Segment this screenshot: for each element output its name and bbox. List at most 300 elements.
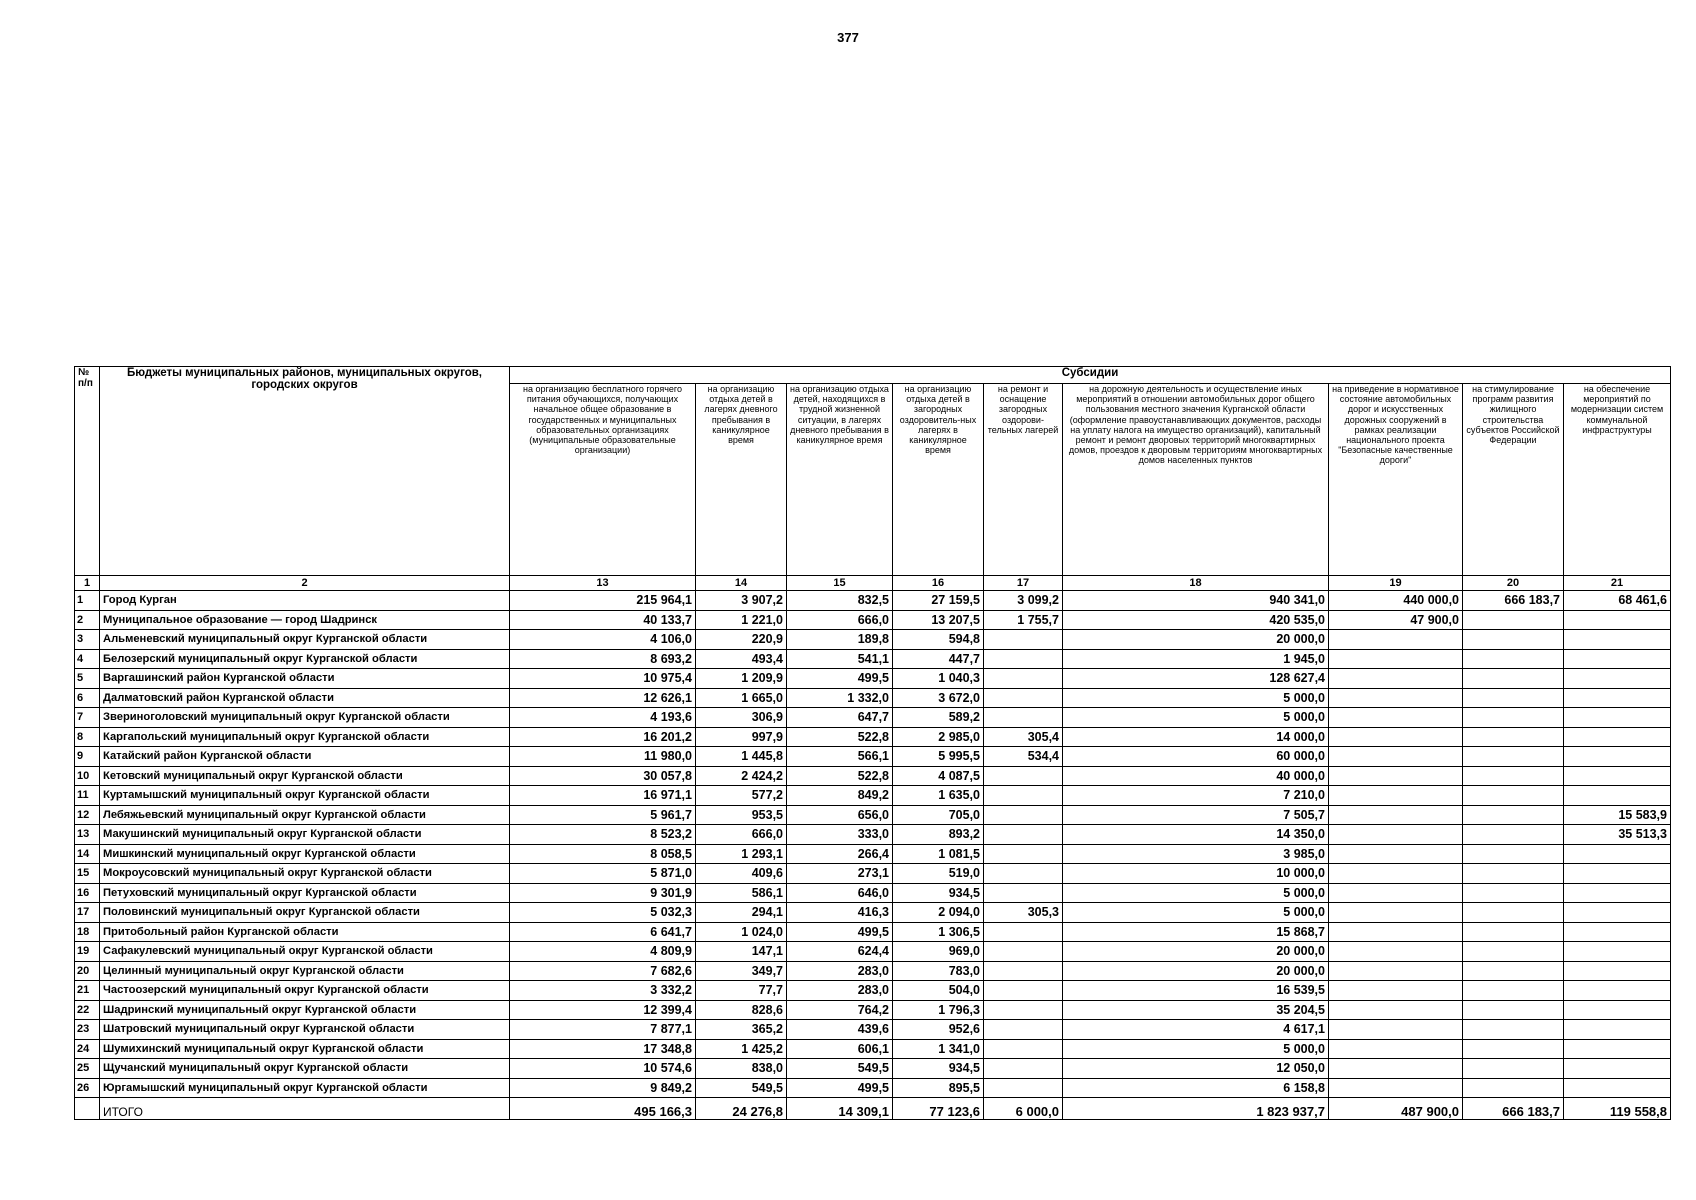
subsidy-value-cell: [1564, 786, 1671, 806]
total-row: [75, 1098, 1671, 1120]
subsidy-value-cell: 416,3: [787, 903, 893, 923]
subsidy-value-cell: 3 672,0: [893, 688, 984, 708]
subsidy-value-cell: 577,2: [696, 786, 787, 806]
row-index-cell: 15: [75, 864, 100, 884]
subsidy-value-cell: [1329, 942, 1463, 962]
subsidy-value-cell: 7 505,7: [1063, 805, 1329, 825]
row-index-cell: 16: [75, 883, 100, 903]
column-header: на организацию отдыха детей, находящихся в трудной жизненной ситуации, в лагерях дневного пребывания в каникулярное время: [787, 384, 893, 576]
subsidy-value-cell: [1463, 961, 1564, 981]
row-index-cell: 10: [75, 766, 100, 786]
table-row: [75, 786, 1671, 806]
subsidy-value-cell: 589,2: [893, 708, 984, 728]
municipality-name-cell: Куртамышский муниципальный округ Курганской области: [100, 786, 510, 806]
row-index-cell: 12: [75, 805, 100, 825]
subsidy-value-cell: [1564, 922, 1671, 942]
subsidy-value-cell: 273,1: [787, 864, 893, 884]
total-cell: 77 123,6: [893, 1098, 984, 1120]
subsidy-value-cell: 9 301,9: [510, 883, 696, 903]
subsidy-value-cell: [1463, 922, 1564, 942]
column-header: на приведение в нормативное состояние автомобильных дорог и искусственных дорожных сооружений в рамках реализации национального проекта "Безопасные качественные дороги": [1329, 384, 1463, 576]
subsidy-value-cell: [1463, 786, 1564, 806]
municipality-name-cell: Юргамышский муниципальный округ Курганской области: [100, 1078, 510, 1098]
subsidy-value-cell: 420 535,0: [1063, 610, 1329, 630]
subsidy-value-cell: 1 221,0: [696, 610, 787, 630]
column-number: 14: [696, 576, 787, 591]
subsidy-value-cell: 9 849,2: [510, 1078, 696, 1098]
subsidy-value-cell: [984, 961, 1063, 981]
subsidy-value-cell: 1 755,7: [984, 610, 1063, 630]
row-index-cell: 18: [75, 922, 100, 942]
subsidy-value-cell: 20 000,0: [1063, 961, 1329, 981]
subsidy-value-cell: 8 523,2: [510, 825, 696, 845]
subsidy-value-cell: 60 000,0: [1063, 747, 1329, 767]
subsidy-value-cell: 1 332,0: [787, 688, 893, 708]
subsidy-value-cell: 5 000,0: [1063, 708, 1329, 728]
table-row: [75, 688, 1671, 708]
subsidy-value-cell: 6 641,7: [510, 922, 696, 942]
subsidy-value-cell: [1329, 688, 1463, 708]
subsidy-value-cell: 220,9: [696, 630, 787, 650]
subsidy-value-cell: [1329, 669, 1463, 689]
subsidy-value-cell: [984, 805, 1063, 825]
subsidy-value-cell: 16 201,2: [510, 727, 696, 747]
subsidy-value-cell: 969,0: [893, 942, 984, 962]
subsidy-value-cell: 504,0: [893, 981, 984, 1001]
subsidy-value-cell: 20 000,0: [1063, 942, 1329, 962]
subsidy-value-cell: 266,4: [787, 844, 893, 864]
table-row: [75, 766, 1671, 786]
row-index-cell: 13: [75, 825, 100, 845]
subsidy-value-cell: [984, 981, 1063, 1001]
subsidy-value-cell: [984, 786, 1063, 806]
subsidy-value-cell: 849,2: [787, 786, 893, 806]
column-header: на организацию отдыха детей в лагерях дневного пребывания в каникулярное время: [696, 384, 787, 576]
row-index-cell: 23: [75, 1020, 100, 1040]
subsidy-value-cell: 27 159,5: [893, 591, 984, 611]
subsidy-value-cell: 40 000,0: [1063, 766, 1329, 786]
subsidy-value-cell: 447,7: [893, 649, 984, 669]
subsidy-value-cell: [1463, 1078, 1564, 1098]
subsidy-value-cell: 2 424,2: [696, 766, 787, 786]
table-row: [75, 591, 1671, 611]
subsidy-value-cell: 997,9: [696, 727, 787, 747]
subsidy-value-cell: 953,5: [696, 805, 787, 825]
table-row: [75, 922, 1671, 942]
total-cell: 14 309,1: [787, 1098, 893, 1120]
subsidy-value-cell: 365,2: [696, 1020, 787, 1040]
subsidy-value-cell: 1 635,0: [893, 786, 984, 806]
subsidy-value-cell: [984, 708, 1063, 728]
subsidy-value-cell: 666,0: [787, 610, 893, 630]
subsidy-value-cell: [1564, 981, 1671, 1001]
subsidy-value-cell: 3 985,0: [1063, 844, 1329, 864]
subsidy-value-cell: 934,5: [893, 1059, 984, 1079]
column-number: 19: [1329, 576, 1463, 591]
column-number: 17: [984, 576, 1063, 591]
subsidy-value-cell: 1 209,9: [696, 669, 787, 689]
subsidy-value-cell: 522,8: [787, 727, 893, 747]
subsidy-value-cell: 895,5: [893, 1078, 984, 1098]
column-number: 2: [100, 576, 510, 591]
subsidy-value-cell: 1 081,5: [893, 844, 984, 864]
total-cell: 1 823 937,7: [1063, 1098, 1329, 1120]
subsidy-value-cell: 656,0: [787, 805, 893, 825]
subsidy-value-cell: 1 341,0: [893, 1039, 984, 1059]
municipality-name-cell: Щучанский муниципальный округ Курганской области: [100, 1059, 510, 1079]
municipality-name-cell: Каргапольский муниципальный округ Курганской области: [100, 727, 510, 747]
table-row: [75, 1039, 1671, 1059]
subsidy-value-cell: [1463, 883, 1564, 903]
column-number-row: [75, 576, 1671, 591]
subsidy-value-cell: 128 627,4: [1063, 669, 1329, 689]
subsidy-value-cell: [1329, 727, 1463, 747]
subsidy-value-cell: [1463, 1059, 1564, 1079]
total-cell: 24 276,8: [696, 1098, 787, 1120]
subsidy-value-cell: [984, 766, 1063, 786]
subsidy-value-cell: [1329, 1000, 1463, 1020]
municipality-name-cell: Шумихинский муниципальный округ Курганской области: [100, 1039, 510, 1059]
subsidy-value-cell: 624,4: [787, 942, 893, 962]
subsidy-value-cell: 7 210,0: [1063, 786, 1329, 806]
subsidy-value-cell: [1564, 630, 1671, 650]
subsidy-value-cell: [1463, 669, 1564, 689]
subsidy-value-cell: [984, 630, 1063, 650]
subsidy-value-cell: [1564, 610, 1671, 630]
subsidy-value-cell: 12 626,1: [510, 688, 696, 708]
table-row: [75, 1020, 1671, 1040]
subsidy-value-cell: [1329, 708, 1463, 728]
row-index-cell: 19: [75, 942, 100, 962]
subsidy-value-cell: 349,7: [696, 961, 787, 981]
subsidy-value-cell: [1329, 981, 1463, 1001]
subsidy-value-cell: 594,8: [893, 630, 984, 650]
column-number: 21: [1564, 576, 1671, 591]
table-row: [75, 942, 1671, 962]
subsidy-value-cell: 3 099,2: [984, 591, 1063, 611]
municipality-name-cell: Сафакулевский муниципальный округ Курганской области: [100, 942, 510, 962]
table-row: [75, 883, 1671, 903]
subsidy-value-cell: 7 877,1: [510, 1020, 696, 1040]
municipality-name-cell: Кетовский муниципальный округ Курганской области: [100, 766, 510, 786]
subsidy-value-cell: 499,5: [787, 669, 893, 689]
subsidy-value-cell: [984, 844, 1063, 864]
column-number: 13: [510, 576, 696, 591]
municipality-name-cell: Лебяжьевский муниципальный округ Курганской области: [100, 805, 510, 825]
subsidy-value-cell: [1463, 903, 1564, 923]
row-index-cell: 21: [75, 981, 100, 1001]
municipality-name-cell: Белозерский муниципальный округ Курганской области: [100, 649, 510, 669]
subsidy-value-cell: 440 000,0: [1329, 591, 1463, 611]
total-cell: 495 166,3: [510, 1098, 696, 1120]
subsidy-value-cell: [1329, 922, 1463, 942]
row-index-cell: 24: [75, 1039, 100, 1059]
subsidy-value-cell: 215 964,1: [510, 591, 696, 611]
subsidy-value-cell: [1564, 961, 1671, 981]
column-header: на обеспечение мероприятий по модернизации систем коммунальной инфраструктуры: [1564, 384, 1671, 576]
row-index-cell: 25: [75, 1059, 100, 1079]
subsidy-value-cell: [1463, 708, 1564, 728]
subsidy-value-cell: [1463, 747, 1564, 767]
municipality-name-cell: Варгашинский район Курганской области: [100, 669, 510, 689]
subsidy-value-cell: [1463, 825, 1564, 845]
subsidy-value-cell: 5 000,0: [1063, 903, 1329, 923]
table-row: [75, 708, 1671, 728]
subsidy-value-cell: 10 000,0: [1063, 864, 1329, 884]
subsidy-value-cell: 11 980,0: [510, 747, 696, 767]
row-index-cell: 7: [75, 708, 100, 728]
subsidy-value-cell: 14 350,0: [1063, 825, 1329, 845]
row-index-cell: 2: [75, 610, 100, 630]
subsidy-value-cell: 3 332,2: [510, 981, 696, 1001]
subsidy-value-cell: 519,0: [893, 864, 984, 884]
subsidy-value-cell: [984, 922, 1063, 942]
subsidy-value-cell: 705,0: [893, 805, 984, 825]
row-index-cell: 11: [75, 786, 100, 806]
subsidy-value-cell: [1564, 1039, 1671, 1059]
subsidy-value-cell: [1564, 747, 1671, 767]
subsidy-value-cell: [1329, 883, 1463, 903]
row-index-cell: 14: [75, 844, 100, 864]
subsidy-value-cell: 7 682,6: [510, 961, 696, 981]
total-index-cell: [75, 1098, 100, 1120]
municipality-name-cell: Шадринский муниципальный округ Курганской области: [100, 1000, 510, 1020]
table-row: [75, 630, 1671, 650]
subsidy-value-cell: [984, 1039, 1063, 1059]
subsidy-value-cell: 35 204,5: [1063, 1000, 1329, 1020]
subsidy-value-cell: 4 106,0: [510, 630, 696, 650]
subsidy-value-cell: 549,5: [787, 1059, 893, 1079]
subsidy-value-cell: 828,6: [696, 1000, 787, 1020]
subsidy-value-cell: [1463, 1000, 1564, 1020]
table-body: [75, 591, 1671, 1098]
subsidy-value-cell: 5 000,0: [1063, 883, 1329, 903]
subsidy-value-cell: [1564, 844, 1671, 864]
subsidy-value-cell: [1329, 1039, 1463, 1059]
table-row: [75, 747, 1671, 767]
subsidy-value-cell: 16 539,5: [1063, 981, 1329, 1001]
subsidy-value-cell: 12 399,4: [510, 1000, 696, 1020]
subsidy-table: [74, 366, 1671, 1120]
total-label: ИТОГО: [100, 1098, 510, 1120]
subsidy-value-cell: [1463, 630, 1564, 650]
subsidy-value-cell: 1 796,3: [893, 1000, 984, 1020]
subsidy-value-cell: 2 094,0: [893, 903, 984, 923]
subsidy-value-cell: [1329, 630, 1463, 650]
subsidy-value-cell: [984, 1059, 1063, 1079]
subsidy-value-cell: 522,8: [787, 766, 893, 786]
subsidy-table-sheet: [74, 366, 1671, 1120]
subsidy-value-cell: 952,6: [893, 1020, 984, 1040]
subsidy-value-cell: [1329, 1078, 1463, 1098]
table-row: [75, 669, 1671, 689]
subsidy-value-cell: [1564, 903, 1671, 923]
subsidy-value-cell: 12 050,0: [1063, 1059, 1329, 1079]
column-header: на организацию бесплатного горячего питания обучающихся, получающих начальное общее образование в государственных и муниципальных образовательных организациях (муниципальные образовательные организации): [510, 384, 696, 576]
subsidy-value-cell: [1329, 825, 1463, 845]
subsidy-value-cell: [1564, 649, 1671, 669]
subsidy-value-cell: [984, 1078, 1063, 1098]
subsidy-value-cell: 934,5: [893, 883, 984, 903]
subsidy-value-cell: 15 583,9: [1564, 805, 1671, 825]
subsidy-value-cell: [1463, 610, 1564, 630]
table-row: [75, 649, 1671, 669]
budgets-header: Бюджеты муниципальных районов, муниципальных округов, городских округов: [100, 367, 510, 576]
subsidy-value-cell: [1463, 1039, 1564, 1059]
subsidy-value-cell: [1463, 805, 1564, 825]
subsidy-value-cell: [984, 825, 1063, 845]
subsidy-value-cell: [1564, 1000, 1671, 1020]
subsidy-value-cell: 294,1: [696, 903, 787, 923]
subsidy-value-cell: 40 133,7: [510, 610, 696, 630]
subsidy-value-cell: 5 995,5: [893, 747, 984, 767]
subsidy-value-cell: 4 809,9: [510, 942, 696, 962]
row-index-cell: 26: [75, 1078, 100, 1098]
subsidy-value-cell: 541,1: [787, 649, 893, 669]
subsidy-value-cell: 10 975,4: [510, 669, 696, 689]
subsidy-value-cell: 5 871,0: [510, 864, 696, 884]
subsidy-value-cell: 35 513,3: [1564, 825, 1671, 845]
column-header: на организацию отдыха детей в загородных оздоровитель-ных лагерях в каникулярное время: [893, 384, 984, 576]
row-index-cell: 5: [75, 669, 100, 689]
subsidy-value-cell: 1 445,8: [696, 747, 787, 767]
row-index-cell: 1: [75, 591, 100, 611]
row-index-cell: 6: [75, 688, 100, 708]
subsidy-value-cell: 606,1: [787, 1039, 893, 1059]
subsidy-value-cell: 17 348,8: [510, 1039, 696, 1059]
subsidy-value-cell: [1564, 1059, 1671, 1079]
num-header: № п/п: [75, 367, 100, 576]
subsidy-value-cell: 30 057,8: [510, 766, 696, 786]
subsidy-value-cell: 439,6: [787, 1020, 893, 1040]
subsidy-value-cell: 893,2: [893, 825, 984, 845]
subsidy-value-cell: 646,0: [787, 883, 893, 903]
subsidy-value-cell: 666 183,7: [1463, 591, 1564, 611]
subsidy-value-cell: 305,4: [984, 727, 1063, 747]
subsidy-value-cell: 838,0: [696, 1059, 787, 1079]
municipality-name-cell: Притобольный район Курганской области: [100, 922, 510, 942]
subsidy-value-cell: [1564, 669, 1671, 689]
table-row: [75, 1059, 1671, 1079]
subsidy-value-cell: [1463, 727, 1564, 747]
column-number: 1: [75, 576, 100, 591]
subsidy-value-cell: [1564, 864, 1671, 884]
subsidy-value-cell: 549,5: [696, 1078, 787, 1098]
municipality-name-cell: Шатровский муниципальный округ Курганской области: [100, 1020, 510, 1040]
table-row: [75, 903, 1671, 923]
table-row: [75, 961, 1671, 981]
row-index-cell: 22: [75, 1000, 100, 1020]
total-cell: 6 000,0: [984, 1098, 1063, 1120]
subsidy-value-cell: [1564, 942, 1671, 962]
subsidy-value-cell: [1564, 883, 1671, 903]
subsidies-header: Субсидии: [510, 367, 1671, 384]
subsidy-value-cell: 783,0: [893, 961, 984, 981]
subsidy-value-cell: [1564, 1020, 1671, 1040]
subsidy-value-cell: [984, 669, 1063, 689]
subsidy-value-cell: 566,1: [787, 747, 893, 767]
municipality-name-cell: Макушинский муниципальный округ Курганской области: [100, 825, 510, 845]
subsidy-value-cell: [984, 1000, 1063, 1020]
subsidy-value-cell: [984, 1020, 1063, 1040]
subsidy-value-cell: 1 024,0: [696, 922, 787, 942]
municipality-name-cell: Катайский район Курганской области: [100, 747, 510, 767]
subsidy-value-cell: 493,4: [696, 649, 787, 669]
table-row: [75, 825, 1671, 845]
subsidy-value-cell: [984, 864, 1063, 884]
row-index-cell: 8: [75, 727, 100, 747]
subsidy-value-cell: [1329, 961, 1463, 981]
column-number: 16: [893, 576, 984, 591]
subsidy-value-cell: 4 617,1: [1063, 1020, 1329, 1040]
column-number: 20: [1463, 576, 1564, 591]
table-row: [75, 610, 1671, 630]
subsidy-value-cell: 13 207,5: [893, 610, 984, 630]
subsidy-value-cell: 3 907,2: [696, 591, 787, 611]
subsidy-value-cell: [1463, 766, 1564, 786]
column-number: 18: [1063, 576, 1329, 591]
total-cell: 487 900,0: [1329, 1098, 1463, 1120]
subsidy-value-cell: 77,7: [696, 981, 787, 1001]
subsidy-value-cell: 283,0: [787, 981, 893, 1001]
municipality-name-cell: Альменевский муниципальный округ Курганской области: [100, 630, 510, 650]
subsidy-value-cell: 68 461,6: [1564, 591, 1671, 611]
subsidy-value-cell: [984, 883, 1063, 903]
table-row: [75, 864, 1671, 884]
subsidy-value-cell: 1 945,0: [1063, 649, 1329, 669]
subsidy-value-cell: [1463, 942, 1564, 962]
subsidy-value-cell: 1 665,0: [696, 688, 787, 708]
subsidy-value-cell: [1463, 844, 1564, 864]
column-header: на стимулирование программ развития жилищного строительства субъектов Российской Федерации: [1463, 384, 1564, 576]
subsidy-value-cell: [1329, 1020, 1463, 1040]
subsidy-value-cell: 8 058,5: [510, 844, 696, 864]
subsidy-value-cell: 16 971,1: [510, 786, 696, 806]
subsidy-value-cell: [1329, 786, 1463, 806]
subsidy-value-cell: 47 900,0: [1329, 610, 1463, 630]
column-header: на дорожную деятельность и осуществление иных мероприятий в отношении автомобильных дорог общего пользования местного значения Курганской области (оформление правоустанавливающих документов, расходы на уплату налога на имущество организаций), капитальный ремонт и ремонт дворовых территорий многоквартирных домов, проездов к дворовым территориям многоквартирных домов населенных пунктов: [1063, 384, 1329, 576]
municipality-name-cell: Звериноголовский муниципальный округ Курганской области: [100, 708, 510, 728]
subsidy-value-cell: 5 000,0: [1063, 1039, 1329, 1059]
subsidy-value-cell: [984, 649, 1063, 669]
row-index-cell: 4: [75, 649, 100, 669]
subsidy-value-cell: 5 000,0: [1063, 688, 1329, 708]
municipality-name-cell: Город Курган: [100, 591, 510, 611]
row-index-cell: 17: [75, 903, 100, 923]
subsidy-value-cell: [1329, 844, 1463, 864]
subsidy-value-cell: 764,2: [787, 1000, 893, 1020]
subsidy-value-cell: [1564, 766, 1671, 786]
subsidy-value-cell: 499,5: [787, 922, 893, 942]
subsidy-value-cell: [1329, 903, 1463, 923]
subsidy-value-cell: 14 000,0: [1063, 727, 1329, 747]
subsidy-value-cell: 1 293,1: [696, 844, 787, 864]
municipality-name-cell: Далматовский район Курганской области: [100, 688, 510, 708]
subsidy-value-cell: 409,6: [696, 864, 787, 884]
table-row: [75, 844, 1671, 864]
total-cell: 666 183,7: [1463, 1098, 1564, 1120]
subsidy-value-cell: 306,9: [696, 708, 787, 728]
table-row: [75, 805, 1671, 825]
subsidy-value-cell: [1329, 1059, 1463, 1079]
subsidy-value-cell: [1564, 727, 1671, 747]
subsidy-value-cell: 147,1: [696, 942, 787, 962]
table-row: [75, 1078, 1671, 1098]
municipality-name-cell: Петуховский муниципальный округ Курганской области: [100, 883, 510, 903]
subsidy-value-cell: [1463, 649, 1564, 669]
subsidy-value-cell: 647,7: [787, 708, 893, 728]
subsidy-value-cell: 534,4: [984, 747, 1063, 767]
